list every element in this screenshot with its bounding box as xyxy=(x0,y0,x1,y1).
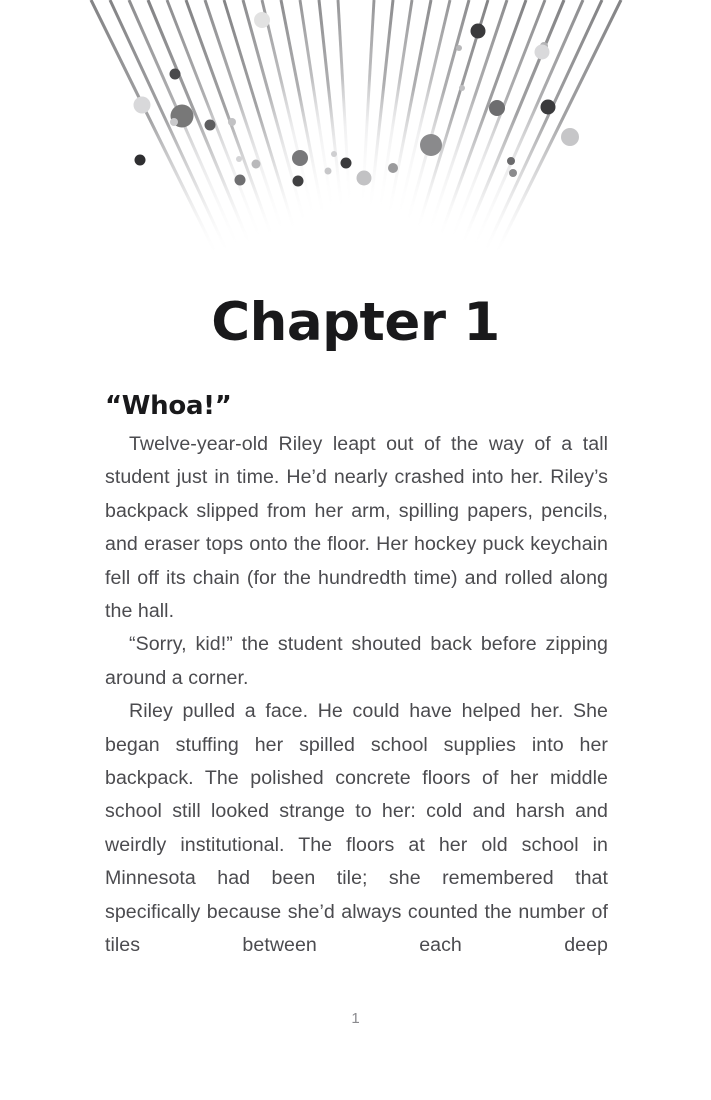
chapter-body xyxy=(105,392,608,996)
body-paragraph: Twelve-year-old Riley leapt out of the way of a tall student just in time. He’d nearly crashed into her. Riley’s backpack slipped from her arm, spilling papers, pencils, and eraser tops onto the floor. Her hockey puck keychain fell off its chain (for the hundredth time) and rolled along the hall. xyxy=(105,432,608,622)
body-paragraph: Riley pulled a face. He could have helped her. She began stuffing her spilled school supplies into her backpack. The polished concrete floors of her middle school still looked strange to her: cold and harsh and weirdly institutional. The floors at her old school in Minnesota had been tile; she remembered that specifically because she’d always counted the number of tiles between each deep xyxy=(105,700,608,956)
page-number: 1 xyxy=(351,1010,360,1027)
ornament-lines xyxy=(91,0,621,258)
chapter-ornament xyxy=(0,0,711,270)
page-title: Chapter 1 xyxy=(211,291,500,353)
body-paragraph: “Sorry, kid!” the student shouted back before zipping around a corner. xyxy=(105,633,608,689)
opening-exclamation: “Whoa!” xyxy=(105,391,232,421)
